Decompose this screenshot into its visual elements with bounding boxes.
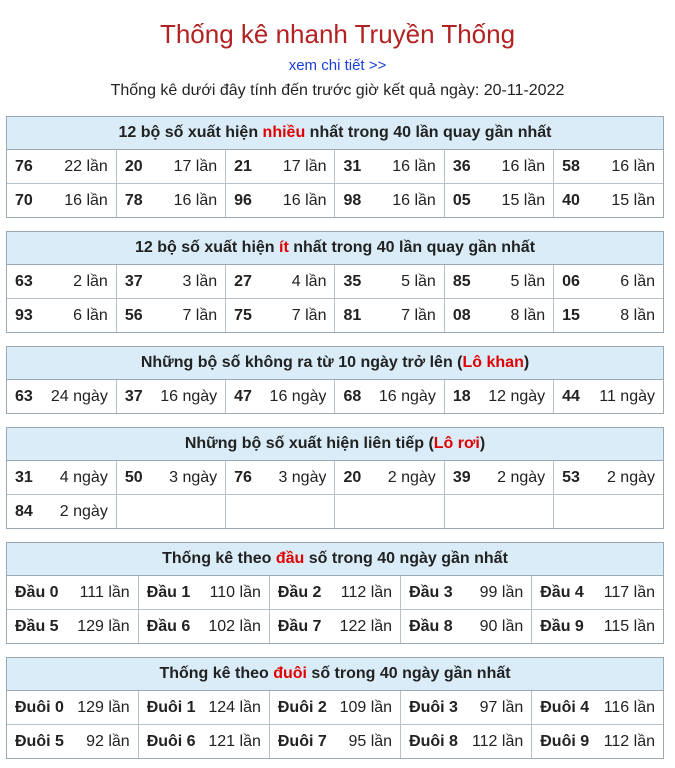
table-row	[7, 725, 663, 759]
stat-number: 56	[124, 306, 143, 324]
least-frequent-section	[6, 231, 664, 333]
stat-cell	[138, 691, 269, 725]
stat-cell	[138, 725, 269, 759]
table-row	[7, 265, 663, 299]
stat-number: 53	[562, 468, 580, 486]
stat-count: 109 lần	[339, 698, 393, 716]
stat-count: 129 lần	[77, 617, 130, 635]
stat-count: 117 lần	[603, 583, 655, 601]
stat-count: 5 lần	[510, 272, 546, 290]
most-frequent-section	[6, 116, 664, 218]
stat-count: 129 lần	[77, 698, 130, 716]
stat-cell	[554, 380, 663, 413]
stats-table	[7, 150, 663, 217]
stat-count: 16 lần	[611, 157, 655, 175]
stat-count: 5 lần	[401, 272, 436, 290]
stat-cell	[444, 265, 553, 299]
stat-number: Đầu 2	[277, 583, 322, 601]
stat-cell	[554, 265, 663, 299]
stat-cell	[554, 184, 663, 218]
stat-cell	[138, 576, 269, 610]
stat-number: Đuôi 8	[409, 732, 458, 750]
stat-count: 95 lần	[348, 732, 393, 750]
stat-number: Đầu 3	[409, 583, 453, 601]
stat-count: 6 lần	[620, 272, 655, 290]
stat-count: 16 lần	[282, 191, 327, 209]
stat-cell	[226, 265, 335, 299]
stat-count: 12 ngày	[488, 387, 546, 405]
stat-cell	[269, 691, 400, 725]
stat-cell	[116, 265, 225, 299]
stat-cell	[401, 576, 532, 610]
stat-count: 112 lần	[340, 583, 393, 601]
stat-count: 7 lần	[401, 306, 436, 324]
stat-count: 116 lần	[603, 698, 655, 716]
stats-table	[7, 380, 663, 413]
stat-number: Đầu 0	[15, 583, 59, 601]
lo-khan-section	[6, 346, 664, 414]
stat-number: 98	[343, 191, 362, 209]
stat-number: 35	[343, 272, 362, 290]
stat-count: 4 ngày	[59, 468, 108, 486]
stat-number: 63	[15, 272, 33, 290]
stat-count: 121 lần	[208, 732, 261, 750]
stat-cell	[444, 299, 553, 333]
page-subtitle: Thống kê dưới đây tính đến trước giờ kết quả ngày: 20-11-2022	[110, 82, 565, 99]
stat-count: 8 lần	[510, 306, 546, 324]
stat-count: 2 ngày	[606, 468, 655, 486]
stat-number: 85	[452, 272, 471, 290]
stat-number: 20	[343, 468, 362, 486]
stat-number: 05	[452, 191, 471, 209]
table-row	[7, 461, 663, 495]
stat-number: Đầu 1	[146, 583, 191, 601]
stat-count: 3 ngày	[169, 468, 218, 486]
stat-count: 2 ngày	[59, 502, 108, 520]
stat-cell	[226, 495, 335, 529]
stat-cell	[554, 150, 663, 184]
stat-count: 99 lần	[479, 583, 524, 601]
stat-number: 44	[562, 387, 580, 405]
stat-number: Đuôi 0	[15, 698, 64, 716]
stat-cell	[116, 184, 225, 218]
stat-cell	[116, 380, 225, 413]
stat-count: 15 lần	[611, 191, 655, 209]
stat-cell	[335, 150, 444, 184]
stat-count: 15 lần	[501, 191, 546, 209]
stat-cell	[532, 610, 663, 644]
stat-cell	[554, 299, 663, 333]
table-row	[7, 495, 663, 529]
stat-cell	[269, 610, 400, 644]
stat-count: 16 ngày	[160, 387, 218, 405]
stat-number: Đầu 5	[15, 617, 59, 635]
stats-table	[7, 461, 663, 528]
stat-cell	[7, 461, 116, 495]
stat-count: 16 ngày	[269, 387, 327, 405]
stat-cell	[335, 380, 444, 413]
stat-cell	[226, 184, 335, 218]
stat-number: 96	[234, 191, 252, 209]
stats-table	[7, 576, 663, 643]
stat-number: 40	[562, 191, 580, 209]
table-row	[7, 150, 663, 184]
stat-cell	[7, 691, 138, 725]
stat-cell	[7, 725, 138, 759]
stat-number: 08	[452, 306, 471, 324]
stat-number: 15	[562, 306, 580, 324]
section-heading: Thống kê theo đầu số trong 40 ngày gần nhất	[7, 543, 663, 576]
stat-number: 20	[124, 157, 143, 175]
stat-number: 27	[234, 272, 252, 290]
stat-number: 93	[15, 306, 33, 324]
stat-cell	[138, 610, 269, 644]
stat-count: 2 ngày	[497, 468, 546, 486]
stat-count: 3 ngày	[278, 468, 327, 486]
stat-cell	[532, 691, 663, 725]
section-heading: 12 bộ số xuất hiện ít nhất trong 40 lần quay gần nhất	[7, 232, 663, 265]
stat-number: 31	[343, 157, 362, 175]
stat-number: 36	[452, 157, 471, 175]
stat-count: 4 lần	[291, 272, 327, 290]
stat-number: 31	[15, 468, 33, 486]
stat-cell	[116, 150, 225, 184]
stat-number: 76	[234, 468, 252, 486]
table-row	[7, 576, 663, 610]
stat-number: 21	[234, 157, 252, 175]
stat-cell	[444, 380, 553, 413]
stat-count: 8 lần	[620, 306, 655, 324]
stat-count: 16 lần	[392, 191, 436, 209]
stat-number: Đuôi 3	[409, 698, 458, 716]
stat-cell	[7, 265, 116, 299]
section-heading: Thống kê theo đuôi số trong 40 ngày gần nhất	[7, 658, 663, 691]
stat-cell	[335, 461, 444, 495]
stat-count: 24 ngày	[50, 387, 108, 405]
stat-number: 63	[15, 387, 33, 405]
page-header	[0, 0, 675, 102]
stat-count: 16 lần	[64, 191, 108, 209]
stat-count: 115 lần	[603, 617, 655, 635]
stat-cell	[335, 299, 444, 333]
stat-number: 68	[343, 387, 362, 405]
duoi-section	[6, 657, 664, 759]
stat-count: 7 lần	[182, 306, 218, 324]
stat-count: 102 lần	[208, 617, 261, 635]
table-row	[7, 184, 663, 218]
stat-count: 17 lần	[173, 157, 218, 175]
table-row	[7, 610, 663, 644]
stat-count: 6 lần	[73, 306, 108, 324]
stats-table	[7, 265, 663, 332]
stat-cell	[226, 299, 335, 333]
stat-count: 17 lần	[282, 157, 327, 175]
stat-number: Đuôi 4	[540, 698, 590, 716]
stat-cell	[532, 576, 663, 610]
stat-count: 16 ngày	[378, 387, 436, 405]
stat-number: 81	[343, 306, 362, 324]
stat-count: 92 lần	[86, 732, 130, 750]
stat-cell	[7, 184, 116, 218]
stat-cell	[116, 495, 225, 529]
stat-cell	[532, 725, 663, 759]
stat-count: 2 lần	[73, 272, 108, 290]
stat-number: Đuôi 9	[540, 732, 590, 750]
dau-section	[6, 542, 664, 644]
stat-number: Đầu 8	[409, 617, 453, 635]
stat-cell	[335, 265, 444, 299]
stat-number: 84	[15, 502, 33, 520]
stat-count: 2 ngày	[387, 468, 436, 486]
stat-number: 75	[234, 306, 252, 324]
stat-number: Đuôi 6	[146, 732, 196, 750]
stat-number: Đuôi 1	[146, 698, 196, 716]
stat-count: 122 lần	[339, 617, 393, 635]
stat-count: 90 lần	[479, 617, 524, 635]
stat-cell	[335, 184, 444, 218]
stat-cell	[116, 299, 225, 333]
table-row	[7, 691, 663, 725]
stat-cell	[401, 725, 532, 759]
stat-cell	[7, 299, 116, 333]
stat-number: Đầu 4	[540, 583, 584, 601]
stat-number: 39	[452, 468, 471, 486]
stat-cell	[444, 150, 553, 184]
stat-number: 76	[15, 157, 33, 175]
section-heading: 12 bộ số xuất hiện nhiều nhất trong 40 lần quay gần nhất	[7, 117, 663, 150]
stat-count: 111 lần	[79, 583, 130, 601]
stat-number: Đuôi 5	[15, 732, 64, 750]
stat-cell	[269, 725, 400, 759]
stat-count: 11 ngày	[599, 387, 655, 405]
stat-count: 124 lần	[208, 698, 261, 716]
stat-cell	[7, 576, 138, 610]
stat-cell	[554, 461, 663, 495]
stat-count: 7 lần	[291, 306, 327, 324]
stat-count: 22 lần	[64, 157, 108, 175]
stat-cell	[554, 495, 663, 529]
stat-number: 78	[124, 191, 143, 209]
detail-link[interactable]: xem chi tiết >>	[288, 57, 387, 74]
table-row	[7, 299, 663, 333]
section-heading: Những bộ số xuất hiện liên tiếp (Lô rơi)	[7, 428, 663, 461]
stat-count: 16 lần	[173, 191, 218, 209]
section-heading: Những bộ số không ra từ 10 ngày trở lên (Lô khan)	[7, 347, 663, 380]
stat-count: 112 lần	[603, 732, 655, 750]
stat-cell	[401, 610, 532, 644]
stat-number: 18	[452, 387, 471, 405]
stat-number: 37	[124, 387, 143, 405]
stat-count: 16 lần	[392, 157, 436, 175]
stat-count: 97 lần	[479, 698, 524, 716]
stat-cell	[116, 461, 225, 495]
stat-number: 06	[562, 272, 580, 290]
stat-count: 16 lần	[501, 157, 546, 175]
stat-cell	[444, 495, 553, 529]
stat-cell	[7, 150, 116, 184]
stat-cell	[444, 461, 553, 495]
stats-table	[7, 691, 663, 758]
stat-count: 110 lần	[209, 583, 261, 601]
stat-cell	[226, 461, 335, 495]
stat-count: 3 lần	[182, 272, 218, 290]
stat-number: Đuôi 7	[277, 732, 327, 750]
stat-cell	[335, 495, 444, 529]
stat-number: Đầu 9	[540, 617, 584, 635]
stat-cell	[7, 380, 116, 413]
stat-cell	[269, 576, 400, 610]
stat-number: Đầu 7	[277, 617, 322, 635]
stat-number: Đuôi 2	[277, 698, 327, 716]
page-title: Thống kê nhanh Truyền Thống	[159, 19, 516, 49]
lo-roi-section	[6, 427, 664, 529]
stat-number: 58	[562, 157, 580, 175]
table-row	[7, 380, 663, 413]
stat-number: 47	[234, 387, 252, 405]
stat-cell	[226, 150, 335, 184]
stat-count: 112 lần	[471, 732, 524, 750]
stat-number: 37	[124, 272, 143, 290]
stat-cell	[444, 184, 553, 218]
stat-cell	[7, 495, 116, 529]
stat-cell	[7, 610, 138, 644]
stat-number: 50	[124, 468, 143, 486]
stat-cell	[401, 691, 532, 725]
stat-cell	[226, 380, 335, 413]
stat-number: 70	[15, 191, 33, 209]
stat-number: Đầu 6	[146, 617, 191, 635]
